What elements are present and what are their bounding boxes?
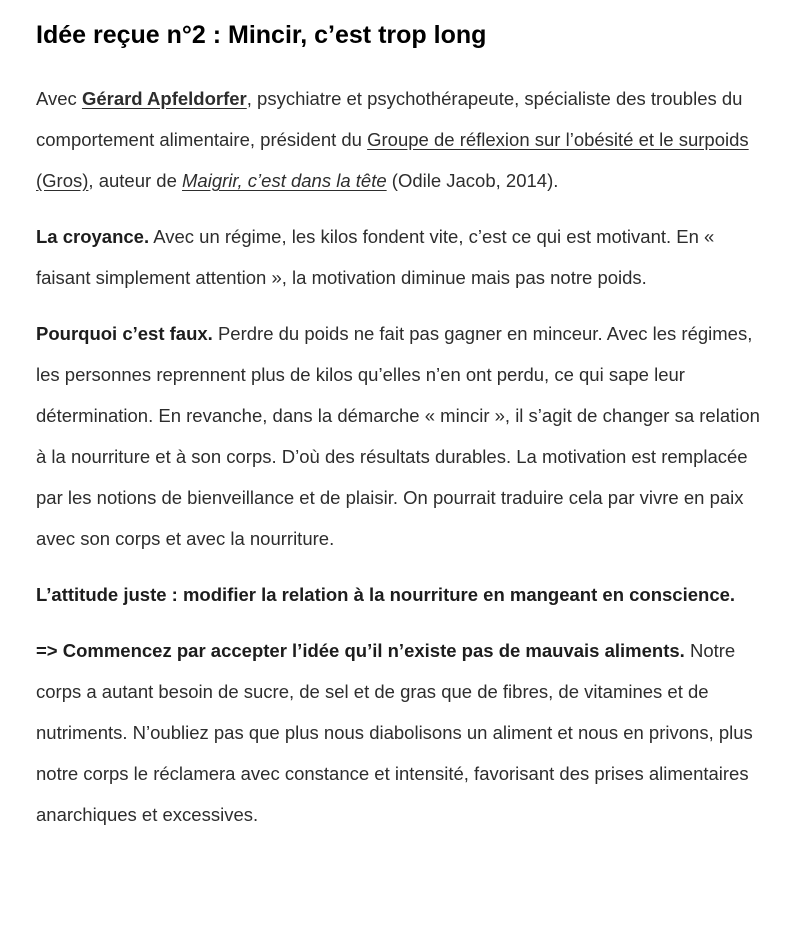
belief-label: La croyance. [36, 226, 150, 248]
text-run: Perdre du poids ne fait pas gagner en minceur. Avec les régimes, les personnes reprennent plus de kilos qu’elles n’en ont perdu, ce qui sape leur détermination. En revanche, dans la démarche « mincir », il s’agit de changer sa relation à la nourriture et à son corps. D’où des résultats durables. La motivation est remplacée par les notions de bienveillance et de plaisir. On pourrait traduire cela par vivre en paix avec son corps et avec la nourriture. [36, 323, 760, 550]
text-run: (Odile Jacob, 2014). [386, 170, 559, 192]
text-run: Avec [36, 88, 82, 110]
author-link[interactable]: Gérard Apfeldorfer [81, 88, 247, 110]
belief-paragraph [36, 216, 764, 298]
why-false-paragraph [36, 313, 764, 559]
advice-label: => Commencez par accepter l’idée qu’il n’existe pas de mauvais aliments. [36, 640, 685, 662]
text-run: , psychiatre et psychothérapeute, spécialiste des troubles du comportement alimentaire, président du [36, 88, 743, 151]
why-false-label: Pourquoi c’est faux. [36, 323, 213, 345]
gros-group-link[interactable]: Groupe de réflexion sur l’obésité et le surpoids (Gros) [36, 129, 749, 192]
text-run: Notre corps a autant besoin de sucre, de sel et de gras que de fibres, de vitamines et de nutriments. N’oubliez pas que plus nous diabolisons un aliment et nous en privons, plus notre corps le réclamera avec constance et intensité, favorisant des prises alimentaires anarchiques et excessives. [36, 640, 753, 826]
text-run: , auteur de [88, 170, 183, 192]
text-run: Avec un régime, les kilos fondent vite, c’est ce qui est motivant. En « faisant simplement attention », la motivation diminue mais pas notre poids. [36, 226, 715, 289]
attitude-paragraph: L’attitude juste : modifier la relation à la nourriture en mangeant en conscience. [36, 584, 736, 606]
book-title-link[interactable]: Maigrir, c’est dans la tête [182, 170, 387, 192]
advice-paragraph [36, 630, 764, 835]
intro-paragraph [36, 78, 764, 201]
article-title: Idée reçue n°2 : Mincir, c’est trop long [36, 21, 487, 49]
